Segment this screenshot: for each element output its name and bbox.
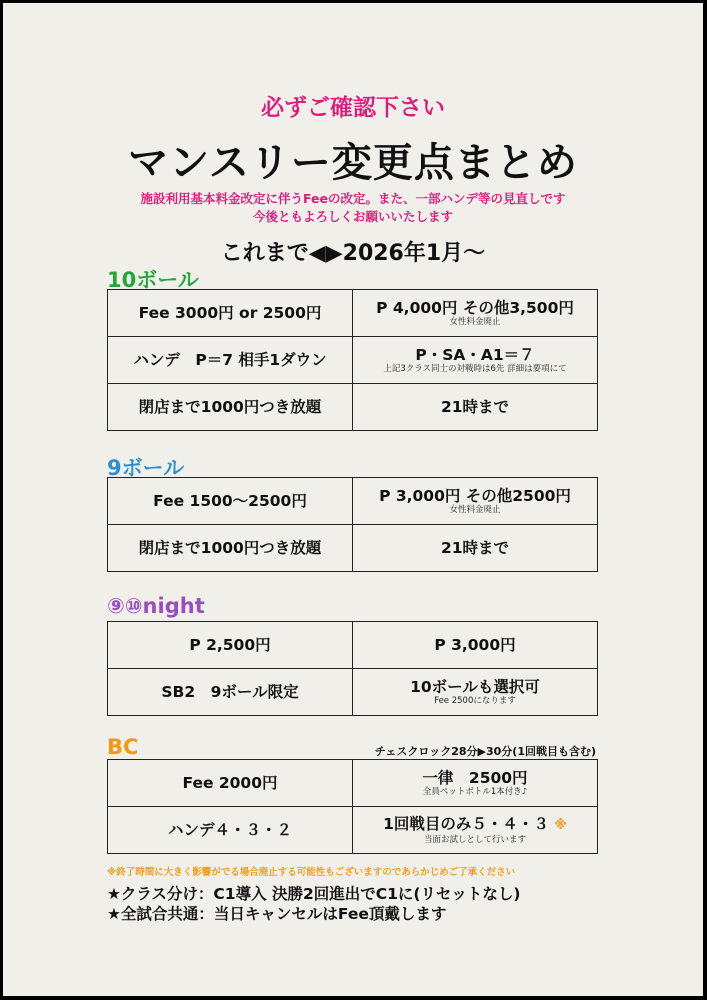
table-row bbox=[108, 384, 598, 431]
table-row bbox=[108, 622, 598, 669]
before-cell: Fee 1500〜2500円 bbox=[108, 478, 353, 525]
before-cell: 閉店まで1000円つき放題 bbox=[108, 525, 353, 572]
before-cell: ハンデ４・３・２ bbox=[108, 807, 353, 854]
table-row bbox=[108, 290, 598, 337]
after-cell: 10ボールも選択可 Fee 2500になります bbox=[353, 669, 598, 716]
footer-line-1: ★クラス分け：C1導入 決勝2回進出でC1に(リセットなし) bbox=[107, 885, 521, 903]
after-cell: 21時まで bbox=[353, 384, 598, 431]
table-10ball bbox=[107, 289, 598, 431]
table-bc bbox=[107, 759, 598, 854]
section-title-10ball: 10ボール bbox=[107, 268, 199, 292]
before-cell: ハンデ P＝7 相手1ダウン bbox=[108, 337, 353, 384]
intro-line-1: 施設利用基本料金改定に伴うFeeの改定。また、一部ハンデ等の見直しです bbox=[140, 191, 566, 206]
table-night bbox=[107, 621, 598, 716]
before-cell: SB2 9ボール限定 bbox=[108, 669, 353, 716]
cell-note: 女性料金廃止 bbox=[449, 317, 501, 327]
table-row bbox=[108, 478, 598, 525]
after-cell: P・SA・A1＝７ 上記3クラス同士の対戦時は6先 詳細は要項にて bbox=[353, 337, 598, 384]
section-title-bc: BC bbox=[107, 735, 139, 759]
comparison-heading: これまで◀▶2026年1月〜 bbox=[220, 241, 486, 266]
flyer-page bbox=[3, 3, 703, 996]
cell-note: 全員ペットボトル1本付き♪ bbox=[422, 787, 528, 797]
before-cell: Fee 2000円 bbox=[108, 760, 353, 807]
table-row bbox=[108, 669, 598, 716]
after-cell bbox=[353, 807, 598, 854]
cell-note: 上記3クラス同士の対戦時は6先 詳細は要項にて bbox=[383, 364, 567, 374]
warning-note: ※終了時間に大きく影響がでる場合廃止する可能性もございますのであらかじめご了承ください bbox=[107, 867, 516, 878]
cell-note: 女性料金廃止 bbox=[449, 505, 501, 515]
after-cell: P 3,000円 その他2500円 女性料金廃止 bbox=[353, 478, 598, 525]
before-cell: 閉店まで1000円つき放題 bbox=[108, 384, 353, 431]
after-cell: 一律 2500円 全員ペットボトル1本付き♪ bbox=[353, 760, 598, 807]
cell-note: 当面お試しとして行います bbox=[423, 835, 526, 845]
page-title: マンスリー変更点まとめ bbox=[128, 140, 578, 186]
after-cell: P 4,000円 その他3,500円 女性料金廃止 bbox=[353, 290, 598, 337]
footer-line-2: ★全試合共通：当日キャンセルはFee頂戴します bbox=[107, 905, 447, 923]
table-row bbox=[108, 525, 598, 572]
after-cell: 21時まで bbox=[353, 525, 598, 572]
bc-clock-note: チェスクロック28分▶30分(1回戦目も含む) bbox=[374, 745, 596, 758]
table-row bbox=[108, 337, 598, 384]
confirm-heading: 必ずご確認下さい bbox=[261, 95, 445, 121]
cell-text: 1回戦目のみ５・４・３ bbox=[383, 815, 549, 833]
before-cell: Fee 3000円 or 2500円 bbox=[108, 290, 353, 337]
section-title-9ball: 9ボール bbox=[107, 456, 185, 480]
section-title-night: ⑨⑩night bbox=[107, 594, 205, 618]
after-cell: P 3,000円 bbox=[353, 622, 598, 669]
table-9ball bbox=[107, 477, 598, 572]
table-row bbox=[108, 760, 598, 807]
before-cell: P 2,500円 bbox=[108, 622, 353, 669]
cell-note: Fee 2500になります bbox=[434, 696, 516, 706]
intro-line-2: 今後ともよろしくお願いいたします bbox=[252, 209, 453, 224]
asterisk-mark: ※ bbox=[554, 818, 567, 833]
table-row bbox=[108, 807, 598, 854]
